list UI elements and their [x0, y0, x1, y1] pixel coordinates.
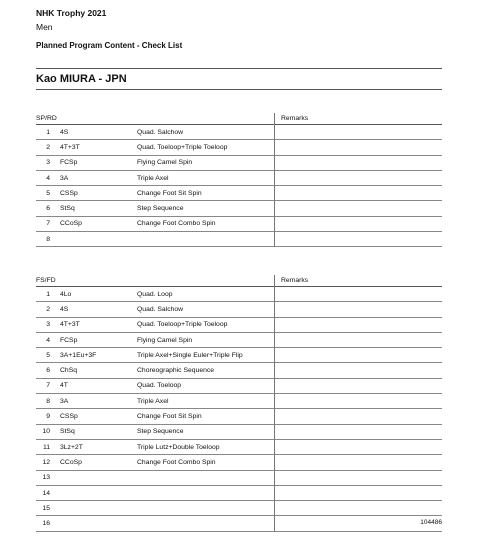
element-code	[54, 485, 137, 500]
element-description: Step Sequence	[137, 428, 184, 436]
element-code: 3A	[60, 397, 69, 405]
element-description: Change Foot Sit Spin	[137, 189, 202, 197]
element-code	[54, 232, 137, 247]
free-skating-remarks-header: Remarks	[275, 275, 443, 287]
free-skating-label: FS/FD	[36, 277, 56, 284]
element-remarks	[275, 348, 443, 363]
element-description: Flying Camel Spin	[137, 336, 193, 344]
free-skating-element-row	[36, 485, 442, 500]
free-skating-header-row	[36, 275, 442, 287]
element-remarks	[275, 501, 443, 516]
free-skating-element-row	[36, 363, 442, 378]
element-description: Quad. Salchow	[137, 305, 184, 313]
short-program-header-row	[36, 113, 442, 125]
element-code	[54, 501, 137, 516]
element-description: Triple Axel	[137, 174, 169, 182]
element-remarks	[275, 439, 443, 454]
short-program-remarks-header: Remarks	[275, 113, 443, 125]
element-remarks	[275, 232, 443, 247]
element-remarks	[275, 394, 443, 409]
element-number: 14	[42, 489, 50, 497]
document-number: 104486	[420, 519, 442, 526]
element-number: 8	[46, 397, 50, 405]
element-description	[137, 485, 275, 500]
element-number: 2	[46, 305, 50, 313]
element-code: 3A+1Eu+3F	[60, 351, 97, 359]
skater-bottom-rule	[36, 89, 442, 90]
element-code	[54, 470, 137, 485]
free-skating-element-row	[36, 455, 442, 470]
element-remarks	[275, 201, 443, 216]
element-description: Quad. Toeloop	[137, 382, 182, 390]
element-number: 3	[46, 321, 50, 329]
element-remarks	[275, 216, 443, 231]
element-remarks	[275, 455, 443, 470]
element-number: 12	[42, 458, 50, 466]
element-code: CSSp	[60, 189, 78, 197]
element-code: StSq	[60, 428, 75, 436]
short-program-element-row	[36, 216, 442, 231]
element-remarks	[275, 332, 443, 347]
element-description	[137, 232, 275, 247]
element-description: Quad. Salchow	[137, 128, 184, 136]
free-skating-element-row	[36, 439, 442, 454]
element-number: 6	[46, 367, 50, 375]
element-description	[137, 501, 275, 516]
element-number: 3	[46, 159, 50, 167]
element-number: 9	[46, 413, 50, 421]
element-description: Quad. Toeloop+Triple Toeloop	[137, 143, 228, 151]
free-skating-element-row	[36, 378, 442, 393]
short-program-element-row	[36, 232, 442, 247]
element-description: Change Foot Combo Spin	[137, 220, 216, 228]
element-number: 1	[46, 128, 50, 136]
skater-name: Kao MIURA - JPN	[36, 73, 127, 85]
element-remarks	[275, 125, 443, 140]
element-number: 4	[46, 174, 50, 182]
element-remarks	[275, 485, 443, 500]
element-number: 2	[46, 143, 50, 151]
element-remarks	[275, 470, 443, 485]
free-skating-element-row	[36, 470, 442, 485]
element-code	[54, 516, 137, 531]
skater-top-rule	[36, 68, 442, 69]
category-name: Men	[36, 22, 53, 32]
element-code: FCSp	[60, 159, 78, 167]
short-program-element-row	[36, 201, 442, 216]
element-remarks	[275, 170, 443, 185]
element-code: 4S	[60, 305, 69, 313]
element-remarks	[275, 302, 443, 317]
element-description	[137, 516, 275, 531]
element-description: Quad. Loop	[137, 290, 173, 298]
short-program-table	[36, 113, 442, 247]
element-code: 4S	[60, 128, 69, 136]
element-number: 1	[46, 290, 50, 298]
element-number: 15	[42, 504, 50, 512]
element-remarks	[275, 378, 443, 393]
element-number: 6	[46, 205, 50, 213]
element-number: 8	[46, 235, 50, 243]
free-skating-element-row	[36, 317, 442, 332]
element-description	[137, 470, 275, 485]
element-description: Quad. Toeloop+Triple Toeloop	[137, 321, 228, 329]
element-number: 10	[42, 428, 50, 436]
element-number: 7	[46, 220, 50, 228]
free-skating-element-row	[36, 348, 442, 363]
element-description: Choreographic Sequence	[137, 367, 215, 375]
element-description: Change Foot Combo Spin	[137, 458, 216, 466]
element-number: 4	[46, 336, 50, 344]
element-description: Triple Lutz+Double Toeloop	[137, 443, 220, 451]
element-code: CCoSp	[60, 458, 82, 466]
element-number: 7	[46, 382, 50, 390]
short-program-element-row	[36, 155, 442, 170]
element-remarks	[275, 363, 443, 378]
free-skating-element-row	[36, 409, 442, 424]
element-description: Flying Camel Spin	[137, 159, 193, 167]
element-number: 13	[42, 474, 50, 482]
element-remarks	[275, 155, 443, 170]
element-code: 3A	[60, 174, 69, 182]
element-code: 4T+3T	[60, 321, 80, 329]
short-program-element-row	[36, 186, 442, 201]
element-remarks	[275, 186, 443, 201]
element-remarks	[275, 317, 443, 332]
element-code: CSSp	[60, 413, 78, 421]
element-remarks	[275, 140, 443, 155]
element-code: StSq	[60, 205, 75, 213]
free-skating-table	[36, 275, 442, 532]
free-skating-element-row	[36, 332, 442, 347]
element-code: 4Lo	[60, 290, 72, 298]
element-code: FCSp	[60, 336, 78, 344]
element-remarks	[275, 287, 443, 302]
element-code: 4T	[60, 382, 68, 390]
short-program-element-row	[36, 125, 442, 140]
element-code: CCoSp	[60, 220, 82, 228]
event-name: NHK Trophy 2021	[36, 8, 107, 18]
element-remarks	[275, 516, 443, 531]
short-program-element-row	[36, 140, 442, 155]
element-number: 5	[46, 189, 50, 197]
element-number: 5	[46, 351, 50, 359]
element-description: Change Foot Sit Spin	[137, 413, 202, 421]
element-code: ChSq	[60, 367, 78, 375]
element-code: 4T+3T	[60, 143, 80, 151]
short-program-element-row	[36, 170, 442, 185]
element-number: 16	[42, 520, 50, 528]
element-description: Triple Axel	[137, 397, 169, 405]
free-skating-element-row	[36, 424, 442, 439]
free-skating-element-row	[36, 394, 442, 409]
element-number: 11	[42, 443, 50, 451]
element-remarks	[275, 409, 443, 424]
element-remarks	[275, 424, 443, 439]
element-code: 3Lz+2T	[60, 443, 83, 451]
short-program-label: SP/RD	[36, 115, 57, 122]
element-description: Step Sequence	[137, 205, 184, 213]
document-title: Planned Program Content - Check List	[36, 41, 183, 50]
free-skating-element-row	[36, 302, 442, 317]
free-skating-element-row	[36, 287, 442, 302]
free-skating-element-row	[36, 516, 442, 531]
free-skating-element-row	[36, 501, 442, 516]
element-description: Triple Axel+Single Euler+Triple Flip	[137, 351, 243, 359]
